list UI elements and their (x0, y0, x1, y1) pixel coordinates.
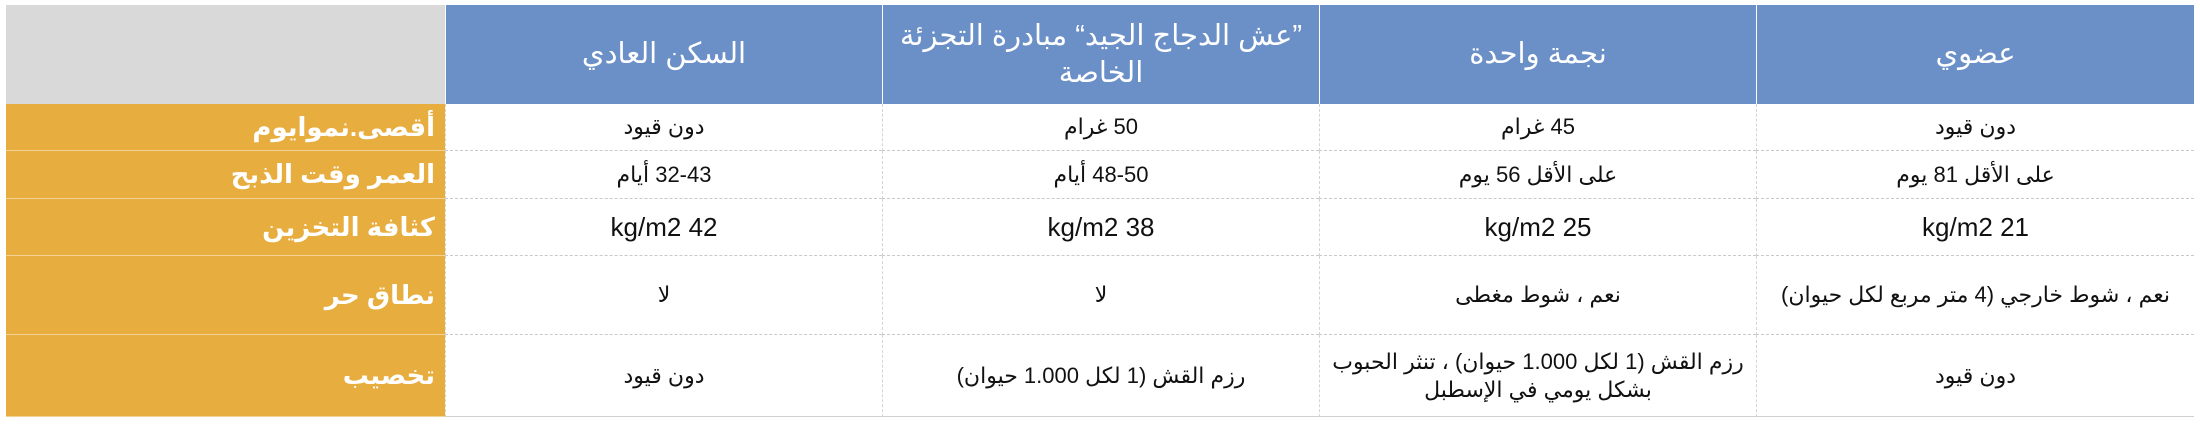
table-cell: نعم ، شوط مغطى (1319, 256, 1756, 335)
table-cell: 21 kg/m2 (1756, 199, 2194, 256)
column-header-one-star: نجمة واحدة (1319, 5, 1756, 104)
column-header-good-chicken-nest: ”عش الدجاج الجيد“ مبادرة التجزئة الخاصة (882, 5, 1319, 104)
column-header-organic: عضوي (1756, 5, 2194, 104)
column-header-conventional: السكن العادي (445, 5, 882, 104)
table-cell: دون قيود (1756, 104, 2194, 151)
table-cell: نعم ، شوط خارجي (4 متر مربع لكل حيوان) (1756, 256, 2194, 335)
table-cell: دون قيود (1756, 335, 2194, 417)
table-cell: 50 غرام (882, 104, 1319, 151)
table-cell: لا (445, 256, 882, 335)
row-label-free-range: نطاق حر (6, 256, 445, 335)
table-cell: لا (882, 256, 1319, 335)
table-cell: رزم القش (1 لكل 1.000 حيوان) (882, 335, 1319, 417)
table-cell: على الأقل 56 يوم (1319, 151, 1756, 199)
table-cell: 32-43 أيام (445, 151, 882, 199)
table-cell: رزم القش (1 لكل 1.000 حيوان) ، تنثر الحبوب بشكل يومي في الإسطبل (1319, 335, 1756, 417)
row-label-enrichment: تخصيب (6, 335, 445, 417)
table-corner (6, 5, 445, 104)
table-cell: 25 kg/m2 (1319, 199, 1756, 256)
row-label-slaughter-age: العمر وقت الذبح (6, 151, 445, 199)
comparison-table (6, 5, 2194, 417)
table-cell: 38 kg/m2 (882, 199, 1319, 256)
row-label-stocking-density: كثافة التخزين (6, 199, 445, 256)
table-cell: 42 kg/m2 (445, 199, 882, 256)
table-cell: دون قيود (445, 104, 882, 151)
table-cell: 48-50 أيام (882, 151, 1319, 199)
table-cell: دون قيود (445, 335, 882, 417)
row-label-max-growth: أقصى.نموايوم (6, 104, 445, 151)
table-cell: 45 غرام (1319, 104, 1756, 151)
table-cell: على الأقل 81 يوم (1756, 151, 2194, 199)
